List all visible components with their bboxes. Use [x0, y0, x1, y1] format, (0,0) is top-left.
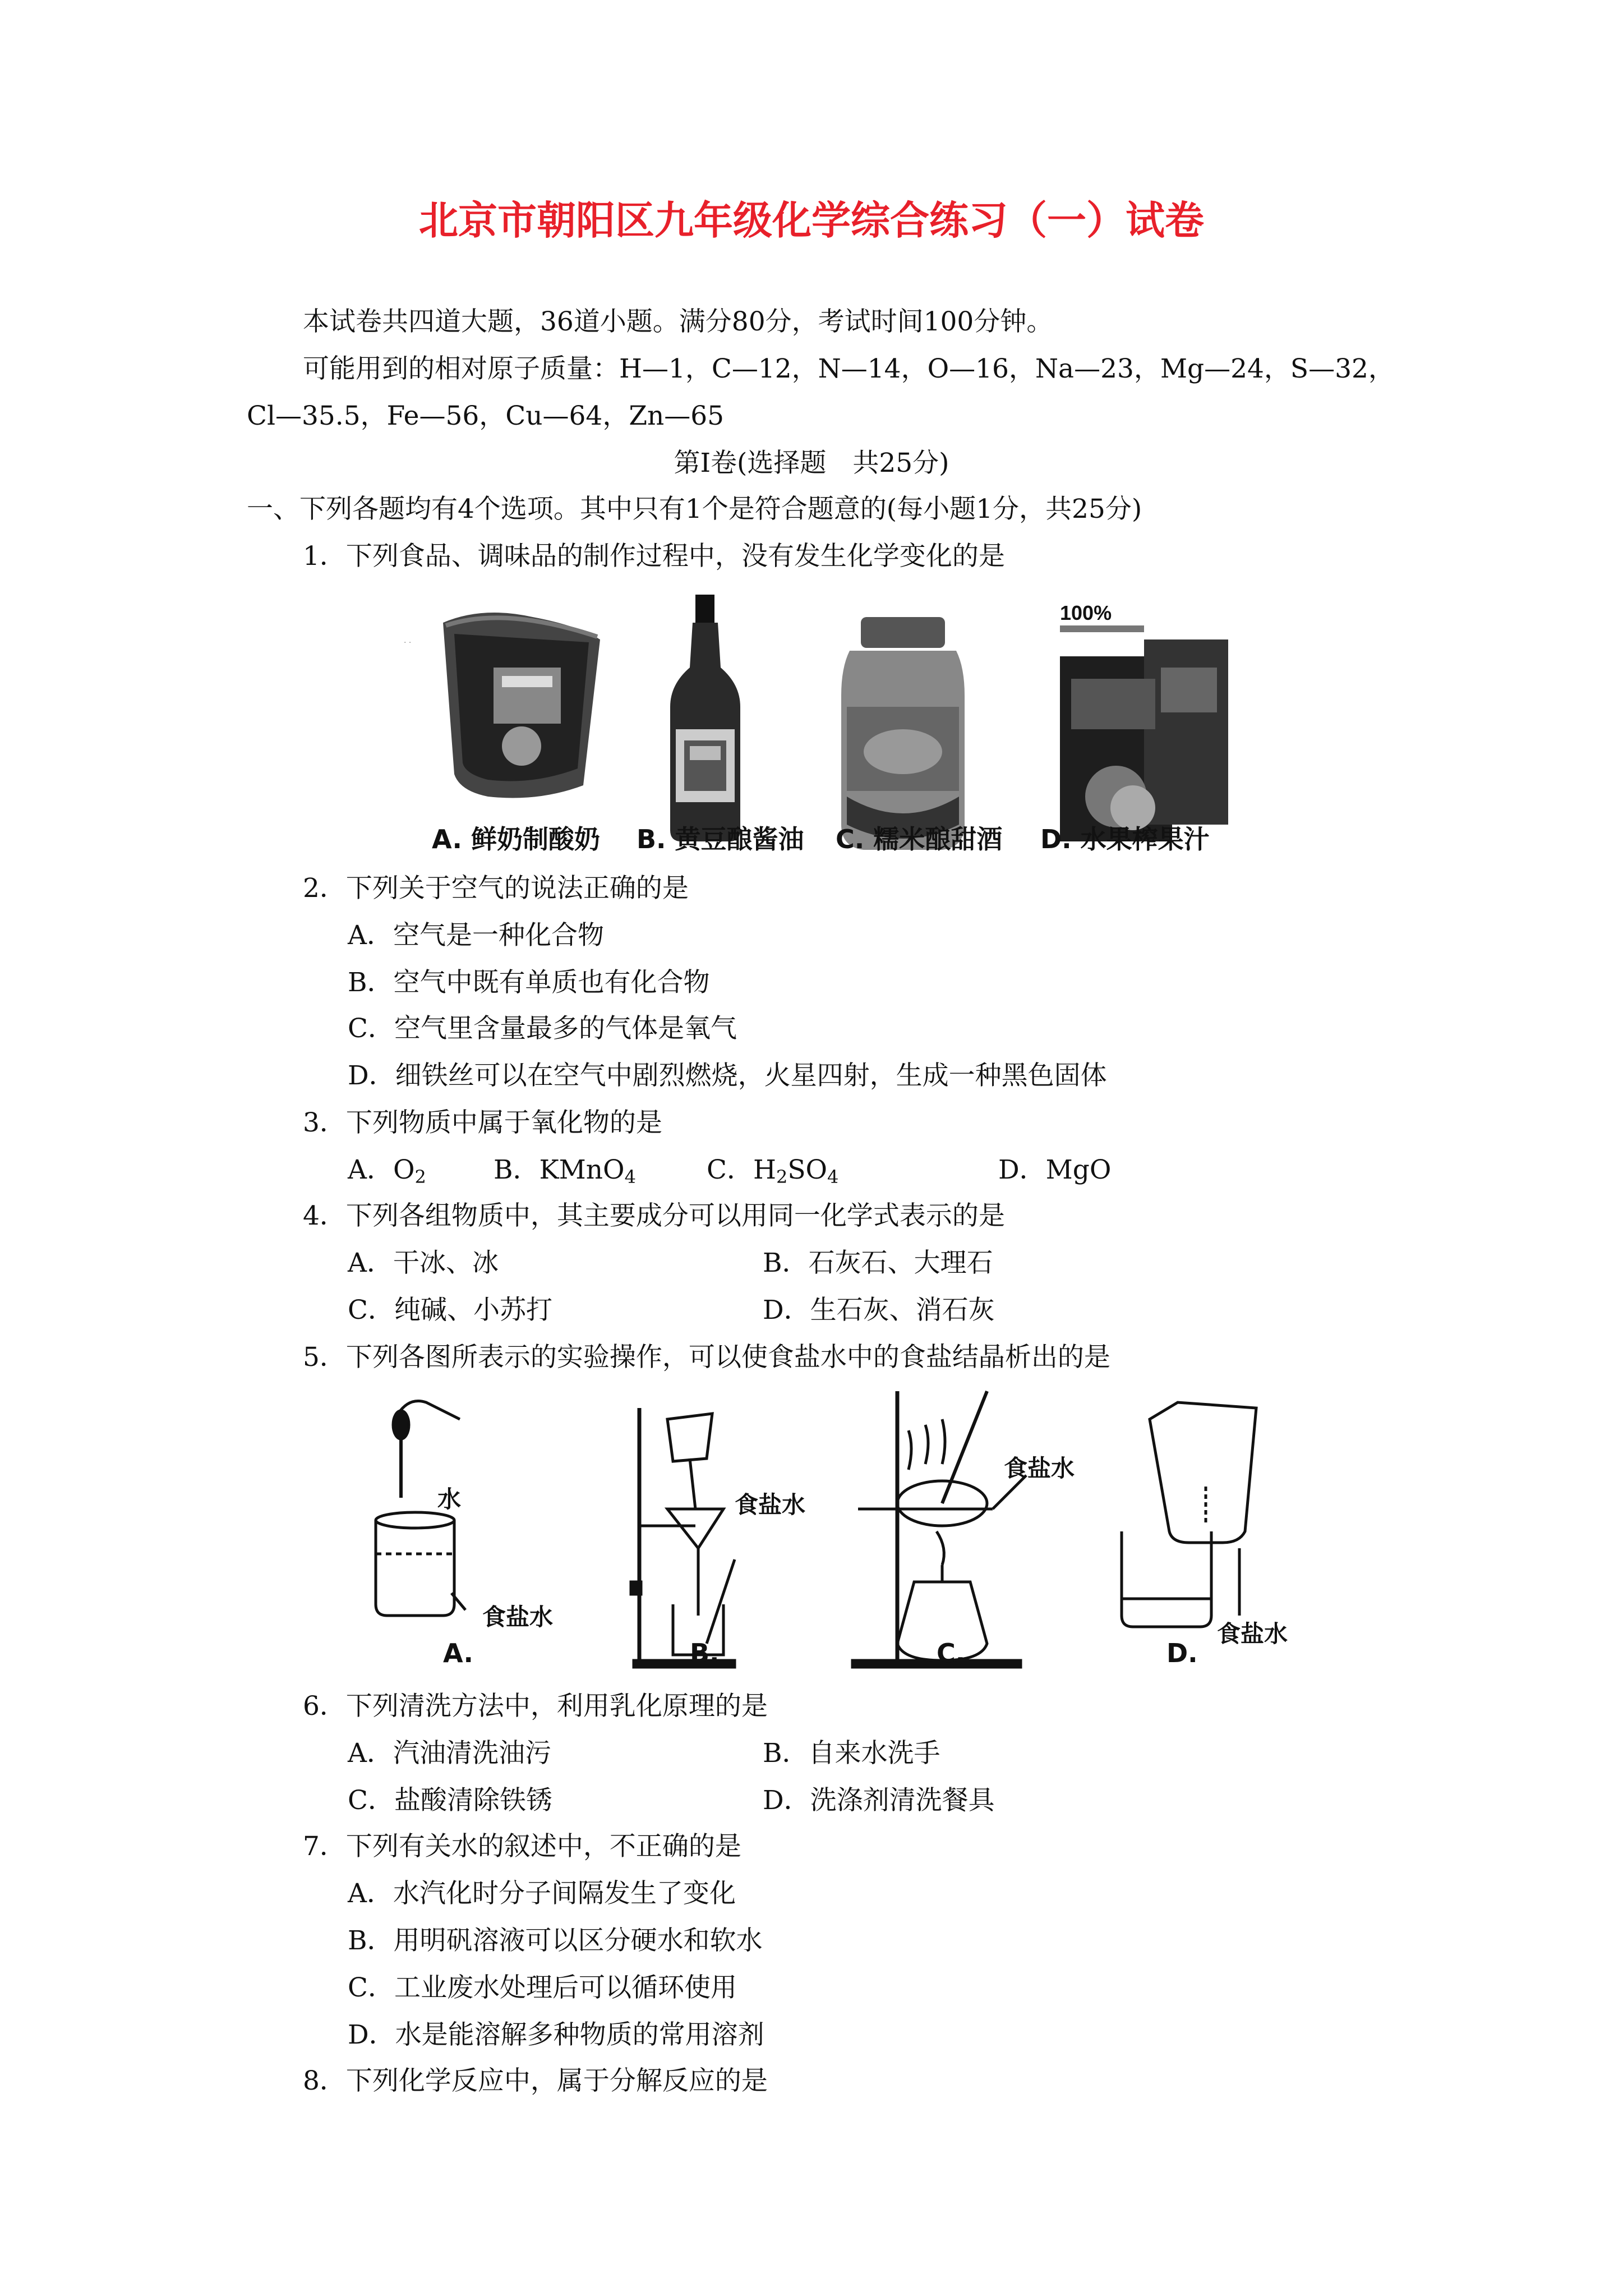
q1-caption-a: A. 鲜奶制酸奶: [432, 824, 600, 854]
rice-wine-jar-image: [841, 617, 965, 850]
q3-option-a: A．$O_2$: [348, 1154, 426, 1188]
q5-caption-d: D.: [1166, 1638, 1198, 1668]
q5-c-brine-label: 食盐水: [1004, 1455, 1075, 1482]
q5-a-brine-label: 食盐水: [482, 1603, 554, 1631]
q8-stem: 8．下列化学反应中，属于分解反应的是: [303, 2065, 768, 2096]
yogurt-cup-image: [404, 613, 600, 798]
q2-option-c: C．空气里含量最多的气体是氧气: [348, 1013, 737, 1044]
q5-caption-b: B.: [690, 1638, 720, 1668]
soy-sauce-bottle-image: [670, 595, 740, 841]
q1-stem: 1．下列食品、调味品的制作过程中，没有发生化学变化的是: [303, 541, 1005, 572]
q5-a-water-label: 水: [437, 1485, 462, 1513]
juice-box-text: 100%: [1060, 601, 1112, 624]
q3-stem: 3．下列物质中属于氧化物的是: [303, 1107, 662, 1138]
svg-text:· ·: · ·: [404, 638, 412, 647]
section-header: 一、下列各题均有4个选项。其中只有1个是符合题意的(每小题1分，共25分): [247, 494, 1142, 524]
q6-option-a: A．汽油清洗油污: [348, 1738, 551, 1769]
q4-stem: 4．下列各组物质中，其主要成分可以用同一化学式表示的是: [303, 1200, 1005, 1231]
part-title: 第Ⅰ卷(选择题 共25分): [674, 448, 949, 478]
page-title: 北京市朝阳区九年级化学综合练习（一）试卷: [419, 197, 1204, 243]
q4-option-c: C．纯碱、小苏打: [348, 1295, 552, 1326]
q5-b-brine-label: 食盐水: [735, 1491, 806, 1519]
q4-option-d: D．生石灰、消石灰: [763, 1295, 995, 1326]
q1-caption-d: D. 水果榨果汁: [1040, 824, 1210, 854]
atomic-mass-line-1: 可能用到的相对原子质量：H—1，C—12，N—14，O—16，Na—23，Mg—24，S—32，: [303, 353, 1395, 384]
q3-option-c: C．$H_2SO_4$: [707, 1154, 839, 1188]
pouring-beakers-apparatus: [1122, 1402, 1256, 1627]
q2-option-d: D．细铁丝可以在空气中剧烈燃烧，火星四射，生成一种黑色固体: [348, 1060, 1107, 1091]
q6-option-d: D．洗涤剂清洗餐具: [763, 1785, 995, 1816]
juice-boxes-image: [1060, 601, 1228, 841]
q7-option-d: D．水是能溶解多种物质的常用溶剂: [348, 2019, 764, 2050]
q2-stem: 2．下列关于空气的说法正确的是: [303, 873, 689, 904]
q2-option-a: A．空气是一种化合物: [348, 920, 604, 951]
q4-option-a: A．干冰、冰: [348, 1248, 499, 1278]
q7-option-a: A．水汽化时分子间隔发生了变化: [348, 1878, 736, 1909]
q5-stem: 5．下列各图所表示的实验操作，可以使食盐水中的食盐结晶析出的是: [303, 1342, 1110, 1373]
q5-caption-c: C.: [937, 1638, 966, 1668]
q2-option-b: B．空气中既有单质也有化合物: [348, 967, 710, 998]
q6-option-b: B．自来水洗手: [763, 1738, 940, 1769]
q1-caption-c: C. 糯米酿甜酒: [836, 824, 1003, 854]
q7-option-c: C．工业废水处理后可以循环使用: [348, 1972, 737, 2003]
q4-option-b: B．石灰石、大理石: [763, 1248, 993, 1278]
q6-stem: 6．下列清洗方法中，利用乳化原理的是: [303, 1691, 768, 1722]
q3-option-d: D．MgO: [998, 1154, 1112, 1185]
atomic-mass-line-2: Cl—35.5，Fe—56，Cu—64，Zn—65: [247, 401, 725, 431]
q6-option-c: C．盐酸清除铁锈: [348, 1785, 552, 1816]
q7-option-b: B．用明矾溶液可以区分硬水和软水: [348, 1925, 763, 1956]
q3-option-b: B．KMnO$_4$: [494, 1154, 636, 1188]
evaporation-apparatus: [852, 1391, 1026, 1667]
intro-text: 本试卷共四道大题，36道小题。满分80分，考试时间100分钟。: [303, 306, 1053, 337]
filtration-apparatus: [631, 1408, 735, 1667]
q5-caption-a: A.: [443, 1638, 473, 1668]
q1-caption-b: B. 黄豆酿酱油: [637, 824, 804, 854]
q7-stem: 7．下列有关水的叙述中，不正确的是: [303, 1831, 741, 1862]
q5-d-brine-label: 食盐水: [1217, 1620, 1288, 1648]
